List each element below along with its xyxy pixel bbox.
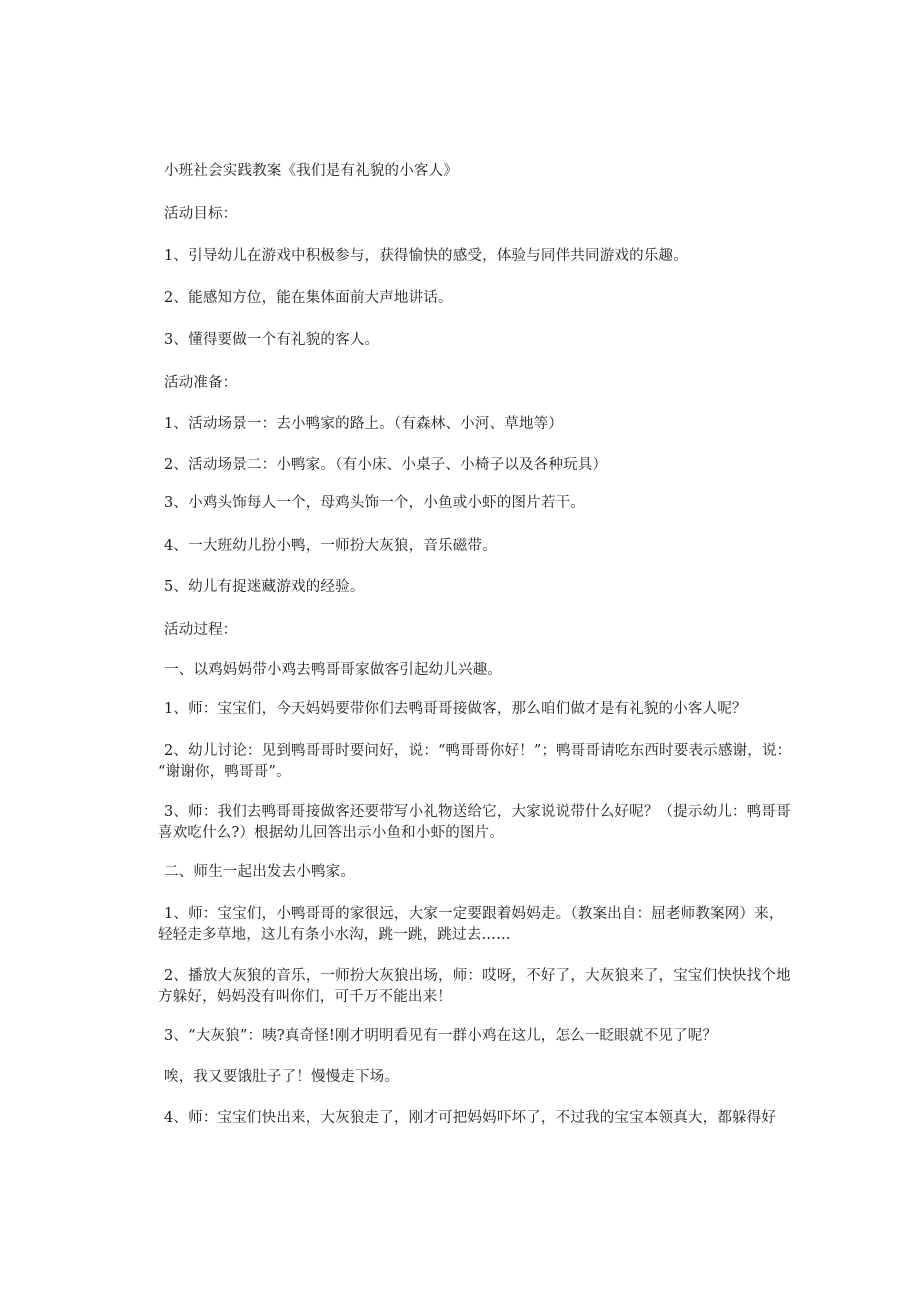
prep-item: 4、一大班幼儿扮小鸭，一师扮大灰狼，音乐磁带。 xyxy=(164,538,497,554)
process-paragraph: 4、师：宝宝们快出来，大灰狼走了，刚才可把妈妈吓坏了，不过我的宝宝本领真大，都躲得好 xyxy=(164,1110,777,1126)
goals-heading: 活动目标： xyxy=(164,206,238,222)
prep-item: 3、小鸡头饰每人一个，母鸡头饰一个，小鱼或小虾的图片若干。 xyxy=(164,495,586,511)
process-paragraph: 唉，我又要饿肚子了！慢慢走下场。 xyxy=(164,1069,400,1085)
process-paragraph: 3、“大灰狼”：咦?真奇怪!刚才明明看见有一群小鸡在这儿，怎么一眨眼就不见了呢？ xyxy=(164,1028,718,1044)
process-paragraph-continuation: “谢谢你，鸭哥哥”。 xyxy=(158,764,291,780)
part2-heading: 二、师生一起出发去小鸭家。 xyxy=(164,864,356,880)
part1-heading: 一、以鸡妈妈带小鸡去鸭哥哥家做客引起幼儿兴趣。 xyxy=(164,662,503,678)
process-paragraph-continuation: 方躲好，妈妈没有叫你们，可千万不能出来！ xyxy=(158,989,452,1005)
goal-item: 2、能感知方位，能在集体面前大声地讲话。 xyxy=(164,290,453,306)
document-title: 小班社会实践教案《我们是有礼貌的小客人》 xyxy=(164,163,458,179)
process-heading: 活动过程： xyxy=(164,622,238,638)
process-paragraph: 3、师：我们去鸭哥哥接做客还要带写小礼物送给它，大家说说带什么好呢？（提示幼儿：鸭哥哥 xyxy=(164,804,791,820)
process-paragraph-continuation: 喜欢吃什么?）根据幼儿回答出示小鱼和小虾的图片。 xyxy=(158,825,505,841)
prep-item: 1、活动场景一：去小鸭家的路上。（有森林、小河、草地等） xyxy=(164,416,564,432)
goal-item: 3、懂得要做一个有礼貌的客人。 xyxy=(164,332,380,348)
goal-item: 1、引导幼儿在游戏中积极参与，获得愉快的感受，体验与同伴共同游戏的乐趣。 xyxy=(164,248,688,264)
prep-item: 5、幼儿有捉迷藏游戏的经验。 xyxy=(164,579,365,595)
process-paragraph: 2、幼儿讨论：见到鸭哥哥时要问好，说：“鸭哥哥你好！”；鸭哥哥请吃东西时要表示感谢，说： xyxy=(164,743,792,759)
prep-item: 2、活动场景二：小鸭家。（有小床、小桌子、小椅子以及各种玩具） xyxy=(164,457,608,473)
process-paragraph: 1、师：宝宝们，今天妈妈要带你们去鸭哥哥接做客，那么咱们做才是有礼貌的小客人呢？ xyxy=(164,701,747,717)
process-paragraph: 1、师：宝宝们，小鸭哥哥的家很远，大家一定要跟着妈妈走。（教案出自：屈老师教案网）来， xyxy=(164,906,784,922)
prep-heading: 活动准备： xyxy=(164,375,238,391)
process-paragraph: 2、播放大灰狼的音乐，一师扮大灰狼出场，师：哎呀，不好了，大灰狼来了，宝宝们快快找个地 xyxy=(164,968,791,984)
process-paragraph-continuation: 轻轻走多草地，这儿有条小水沟，跳一跳，跳过去…… xyxy=(158,927,511,943)
